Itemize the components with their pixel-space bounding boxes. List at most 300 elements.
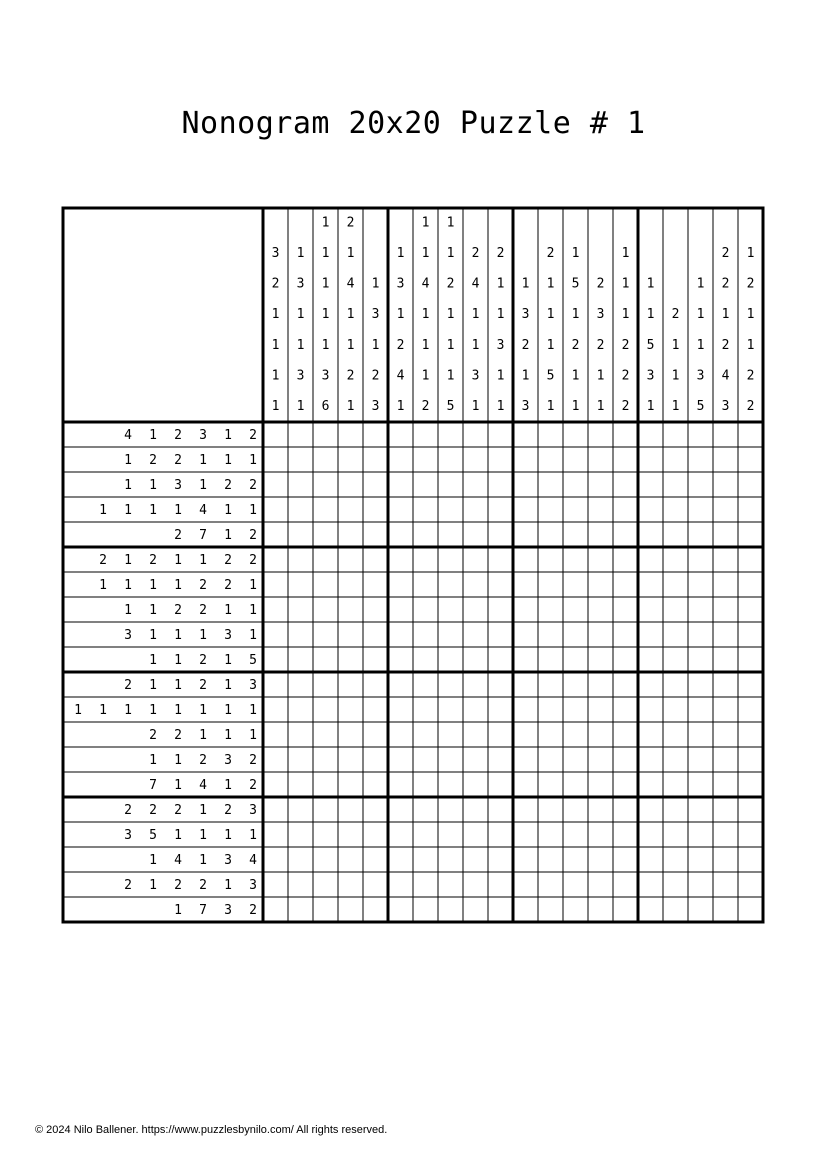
grid-cell[interactable]	[313, 472, 338, 497]
grid-cell[interactable]	[263, 822, 288, 847]
grid-cell[interactable]	[288, 897, 313, 922]
grid-cell[interactable]	[613, 797, 638, 822]
grid-cell[interactable]	[588, 472, 613, 497]
grid-cell[interactable]	[663, 897, 688, 922]
grid-cell[interactable]	[738, 847, 763, 872]
grid-cell[interactable]	[638, 472, 663, 497]
grid-cell[interactable]	[513, 697, 538, 722]
grid-cell[interactable]	[488, 847, 513, 872]
grid-cell[interactable]	[563, 672, 588, 697]
grid-cell[interactable]	[438, 872, 463, 897]
grid-cell[interactable]	[388, 747, 413, 772]
grid-cell[interactable]	[438, 747, 463, 772]
grid-cell[interactable]	[463, 647, 488, 672]
grid-cell[interactable]	[638, 647, 663, 672]
grid-cell[interactable]	[313, 697, 338, 722]
grid-cell[interactable]	[638, 722, 663, 747]
grid-cell[interactable]	[313, 547, 338, 572]
grid-cell[interactable]	[463, 872, 488, 897]
grid-cell[interactable]	[413, 847, 438, 872]
grid-cell[interactable]	[663, 872, 688, 897]
grid-cell[interactable]	[588, 697, 613, 722]
grid-cell[interactable]	[413, 622, 438, 647]
grid-cell[interactable]	[588, 422, 613, 447]
grid-cell[interactable]	[738, 472, 763, 497]
grid-cell[interactable]	[588, 522, 613, 547]
grid-cell[interactable]	[713, 847, 738, 872]
grid-cell[interactable]	[413, 647, 438, 672]
grid-cell[interactable]	[563, 797, 588, 822]
grid-cell[interactable]	[488, 672, 513, 697]
grid-cell[interactable]	[363, 697, 388, 722]
grid-cell[interactable]	[438, 897, 463, 922]
grid-cell[interactable]	[588, 672, 613, 697]
grid-cell[interactable]	[738, 447, 763, 472]
grid-cell[interactable]	[438, 847, 463, 872]
grid-cell[interactable]	[463, 847, 488, 872]
grid-cell[interactable]	[588, 847, 613, 872]
grid-cell[interactable]	[488, 472, 513, 497]
grid-cell[interactable]	[613, 622, 638, 647]
grid-cell[interactable]	[663, 747, 688, 772]
grid-cell[interactable]	[338, 472, 363, 497]
grid-cell[interactable]	[713, 447, 738, 472]
grid-cell[interactable]	[563, 722, 588, 747]
grid-cell[interactable]	[313, 522, 338, 547]
grid-cell[interactable]	[538, 572, 563, 597]
grid-cell[interactable]	[338, 847, 363, 872]
grid-cell[interactable]	[588, 622, 613, 647]
grid-cell[interactable]	[513, 472, 538, 497]
grid-cell[interactable]	[313, 722, 338, 747]
grid-cell[interactable]	[513, 547, 538, 572]
grid-cell[interactable]	[288, 422, 313, 447]
grid-cell[interactable]	[713, 522, 738, 547]
grid-cell[interactable]	[513, 747, 538, 772]
grid-cell[interactable]	[438, 547, 463, 572]
grid-cell[interactable]	[313, 747, 338, 772]
grid-cell[interactable]	[338, 447, 363, 472]
grid-cell[interactable]	[563, 497, 588, 522]
grid-cell[interactable]	[338, 797, 363, 822]
grid-cell[interactable]	[588, 747, 613, 772]
grid-cell[interactable]	[663, 622, 688, 647]
grid-cell[interactable]	[538, 797, 563, 822]
grid-cell[interactable]	[713, 897, 738, 922]
grid-cell[interactable]	[663, 647, 688, 672]
grid-cell[interactable]	[563, 747, 588, 772]
grid-cell[interactable]	[463, 547, 488, 572]
grid-cell[interactable]	[488, 697, 513, 722]
grid-cell[interactable]	[438, 772, 463, 797]
grid-cell[interactable]	[713, 547, 738, 572]
grid-cell[interactable]	[488, 447, 513, 472]
grid-cell[interactable]	[288, 597, 313, 622]
grid-cell[interactable]	[538, 872, 563, 897]
grid-cell[interactable]	[563, 597, 588, 622]
grid-cell[interactable]	[538, 597, 563, 622]
grid-cell[interactable]	[688, 422, 713, 447]
grid-cell[interactable]	[363, 472, 388, 497]
grid-cell[interactable]	[613, 747, 638, 772]
grid-cell[interactable]	[463, 472, 488, 497]
grid-cell[interactable]	[363, 422, 388, 447]
grid-cell[interactable]	[413, 722, 438, 747]
grid-cell[interactable]	[263, 672, 288, 697]
grid-cell[interactable]	[613, 447, 638, 472]
grid-cell[interactable]	[738, 622, 763, 647]
grid-cell[interactable]	[538, 447, 563, 472]
grid-cell[interactable]	[463, 522, 488, 547]
grid-cell[interactable]	[638, 597, 663, 622]
grid-cell[interactable]	[663, 497, 688, 522]
grid-cell[interactable]	[713, 872, 738, 897]
grid-cell[interactable]	[538, 647, 563, 672]
grid-cell[interactable]	[738, 772, 763, 797]
grid-cell[interactable]	[313, 597, 338, 622]
grid-cell[interactable]	[288, 847, 313, 872]
grid-cell[interactable]	[413, 472, 438, 497]
grid-cell[interactable]	[613, 697, 638, 722]
grid-cell[interactable]	[413, 897, 438, 922]
grid-cell[interactable]	[688, 447, 713, 472]
grid-cell[interactable]	[363, 822, 388, 847]
grid-cell[interactable]	[288, 572, 313, 597]
grid-cell[interactable]	[538, 672, 563, 697]
grid-cell[interactable]	[738, 547, 763, 572]
grid-cell[interactable]	[338, 722, 363, 747]
grid-cell[interactable]	[538, 497, 563, 522]
grid-cell[interactable]	[663, 572, 688, 597]
grid-cell[interactable]	[488, 822, 513, 847]
grid-cell[interactable]	[713, 747, 738, 772]
grid-cell[interactable]	[288, 497, 313, 522]
grid-cell[interactable]	[388, 547, 413, 572]
grid-cell[interactable]	[738, 822, 763, 847]
grid-cell[interactable]	[263, 572, 288, 597]
grid-cell[interactable]	[363, 447, 388, 472]
grid-cell[interactable]	[563, 647, 588, 672]
grid-cell[interactable]	[363, 672, 388, 697]
grid-cell[interactable]	[638, 822, 663, 847]
grid-cell[interactable]	[688, 722, 713, 747]
grid-cell[interactable]	[463, 672, 488, 697]
grid-cell[interactable]	[313, 672, 338, 697]
grid-cell[interactable]	[663, 797, 688, 822]
grid-cell[interactable]	[738, 522, 763, 547]
grid-cell[interactable]	[413, 522, 438, 547]
grid-cell[interactable]	[413, 697, 438, 722]
grid-cell[interactable]	[338, 597, 363, 622]
grid-cell[interactable]	[488, 547, 513, 572]
grid-cell[interactable]	[713, 822, 738, 847]
grid-cell[interactable]	[538, 697, 563, 722]
grid-cell[interactable]	[263, 722, 288, 747]
grid-cell[interactable]	[663, 672, 688, 697]
grid-cell[interactable]	[638, 747, 663, 772]
grid-cell[interactable]	[513, 822, 538, 847]
grid-cell[interactable]	[313, 822, 338, 847]
grid-cell[interactable]	[313, 422, 338, 447]
grid-cell[interactable]	[538, 422, 563, 447]
grid-cell[interactable]	[313, 497, 338, 522]
grid-cell[interactable]	[388, 472, 413, 497]
grid-cell[interactable]	[438, 497, 463, 522]
grid-cell[interactable]	[313, 872, 338, 897]
grid-cell[interactable]	[263, 847, 288, 872]
grid-cell[interactable]	[663, 522, 688, 547]
grid-cell[interactable]	[438, 697, 463, 722]
grid-cell[interactable]	[388, 697, 413, 722]
grid-cell[interactable]	[663, 847, 688, 872]
grid-cell[interactable]	[713, 772, 738, 797]
grid-cell[interactable]	[613, 422, 638, 447]
grid-cell[interactable]	[688, 547, 713, 572]
grid-cell[interactable]	[488, 522, 513, 547]
grid-cell[interactable]	[413, 872, 438, 897]
grid-cell[interactable]	[713, 497, 738, 522]
grid-cell[interactable]	[588, 647, 613, 672]
grid-cell[interactable]	[363, 722, 388, 747]
grid-cell[interactable]	[738, 597, 763, 622]
grid-cell[interactable]	[688, 647, 713, 672]
grid-cell[interactable]	[663, 472, 688, 497]
grid-cell[interactable]	[738, 572, 763, 597]
grid-cell[interactable]	[638, 797, 663, 822]
grid-cell[interactable]	[463, 897, 488, 922]
grid-cell[interactable]	[563, 847, 588, 872]
grid-cell[interactable]	[688, 847, 713, 872]
grid-cell[interactable]	[288, 622, 313, 647]
grid-cell[interactable]	[713, 422, 738, 447]
grid-cell[interactable]	[388, 672, 413, 697]
grid-cell[interactable]	[513, 847, 538, 872]
grid-cell[interactable]	[288, 647, 313, 672]
grid-cell[interactable]	[588, 572, 613, 597]
grid-cell[interactable]	[613, 872, 638, 897]
grid-cell[interactable]	[513, 622, 538, 647]
grid-cell[interactable]	[288, 522, 313, 547]
grid-cell[interactable]	[613, 772, 638, 797]
grid-cell[interactable]	[563, 572, 588, 597]
grid-cell[interactable]	[538, 747, 563, 772]
grid-cell[interactable]	[513, 797, 538, 822]
grid-cell[interactable]	[338, 697, 363, 722]
grid-cell[interactable]	[588, 722, 613, 747]
grid-cell[interactable]	[563, 897, 588, 922]
grid-cell[interactable]	[363, 872, 388, 897]
grid-cell[interactable]	[738, 422, 763, 447]
grid-cell[interactable]	[638, 572, 663, 597]
grid-cell[interactable]	[363, 497, 388, 522]
grid-cell[interactable]	[488, 647, 513, 672]
grid-cell[interactable]	[288, 747, 313, 772]
grid-cell[interactable]	[688, 597, 713, 622]
grid-cell[interactable]	[363, 622, 388, 647]
grid-cell[interactable]	[338, 647, 363, 672]
grid-cell[interactable]	[513, 647, 538, 672]
grid-cell[interactable]	[688, 822, 713, 847]
grid-cell[interactable]	[713, 672, 738, 697]
grid-cell[interactable]	[688, 622, 713, 647]
grid-cell[interactable]	[313, 572, 338, 597]
grid-cell[interactable]	[638, 497, 663, 522]
grid-cell[interactable]	[363, 897, 388, 922]
grid-cell[interactable]	[663, 697, 688, 722]
grid-cell[interactable]	[688, 872, 713, 897]
grid-cell[interactable]	[513, 722, 538, 747]
grid-cell[interactable]	[588, 872, 613, 897]
grid-cell[interactable]	[738, 497, 763, 522]
grid-cell[interactable]	[263, 622, 288, 647]
grid-cell[interactable]	[288, 447, 313, 472]
grid-cell[interactable]	[588, 497, 613, 522]
grid-cell[interactable]	[363, 572, 388, 597]
grid-cell[interactable]	[613, 472, 638, 497]
grid-cell[interactable]	[438, 647, 463, 672]
grid-cell[interactable]	[413, 572, 438, 597]
grid-cell[interactable]	[613, 822, 638, 847]
grid-cell[interactable]	[313, 772, 338, 797]
grid-cell[interactable]	[338, 522, 363, 547]
grid-cell[interactable]	[288, 822, 313, 847]
grid-cell[interactable]	[613, 497, 638, 522]
grid-cell[interactable]	[338, 672, 363, 697]
grid-cell[interactable]	[413, 747, 438, 772]
grid-cell[interactable]	[563, 697, 588, 722]
grid-cell[interactable]	[638, 772, 663, 797]
grid-cell[interactable]	[663, 722, 688, 747]
grid-cell[interactable]	[313, 797, 338, 822]
grid-cell[interactable]	[338, 747, 363, 772]
grid-cell[interactable]	[688, 497, 713, 522]
grid-cell[interactable]	[538, 522, 563, 547]
grid-cell[interactable]	[338, 772, 363, 797]
grid-cell[interactable]	[563, 522, 588, 547]
grid-cell[interactable]	[488, 747, 513, 772]
grid-cell[interactable]	[488, 622, 513, 647]
grid-cell[interactable]	[738, 722, 763, 747]
grid-cell[interactable]	[338, 547, 363, 572]
grid-cell[interactable]	[263, 647, 288, 672]
grid-cell[interactable]	[263, 597, 288, 622]
grid-cell[interactable]	[313, 847, 338, 872]
grid-cell[interactable]	[588, 597, 613, 622]
grid-cell[interactable]	[688, 772, 713, 797]
grid-cell[interactable]	[713, 472, 738, 497]
grid-cell[interactable]	[288, 672, 313, 697]
grid-cell[interactable]	[288, 472, 313, 497]
grid-cell[interactable]	[488, 722, 513, 747]
grid-cell[interactable]	[313, 622, 338, 647]
grid-cell[interactable]	[538, 847, 563, 872]
grid-cell[interactable]	[438, 572, 463, 597]
grid-cell[interactable]	[263, 772, 288, 797]
grid-cell[interactable]	[638, 622, 663, 647]
grid-cell[interactable]	[513, 522, 538, 547]
grid-cell[interactable]	[588, 547, 613, 572]
grid-cell[interactable]	[713, 647, 738, 672]
grid-cell[interactable]	[513, 572, 538, 597]
grid-cell[interactable]	[613, 722, 638, 747]
grid-cell[interactable]	[388, 597, 413, 622]
grid-cell[interactable]	[338, 897, 363, 922]
grid-cell[interactable]	[313, 897, 338, 922]
grid-cell[interactable]	[588, 772, 613, 797]
grid-cell[interactable]	[488, 597, 513, 622]
grid-cell[interactable]	[538, 772, 563, 797]
grid-cell[interactable]	[663, 772, 688, 797]
grid-cell[interactable]	[388, 647, 413, 672]
grid-cell[interactable]	[413, 672, 438, 697]
grid-cell[interactable]	[388, 522, 413, 547]
grid-cell[interactable]	[638, 447, 663, 472]
grid-cell[interactable]	[713, 572, 738, 597]
grid-cell[interactable]	[738, 872, 763, 897]
grid-cell[interactable]	[613, 847, 638, 872]
grid-cell[interactable]	[663, 447, 688, 472]
grid-cell[interactable]	[438, 597, 463, 622]
grid-cell[interactable]	[738, 647, 763, 672]
grid-cell[interactable]	[263, 472, 288, 497]
grid-cell[interactable]	[488, 897, 513, 922]
grid-cell[interactable]	[313, 647, 338, 672]
grid-cell[interactable]	[563, 472, 588, 497]
grid-cell[interactable]	[563, 547, 588, 572]
grid-cell[interactable]	[638, 672, 663, 697]
grid-cell[interactable]	[463, 797, 488, 822]
grid-cell[interactable]	[338, 822, 363, 847]
grid-cell[interactable]	[588, 447, 613, 472]
grid-cell[interactable]	[288, 872, 313, 897]
grid-cell[interactable]	[538, 722, 563, 747]
grid-cell[interactable]	[513, 447, 538, 472]
grid-cell[interactable]	[388, 797, 413, 822]
grid-cell[interactable]	[463, 597, 488, 622]
grid-cell[interactable]	[738, 697, 763, 722]
grid-cell[interactable]	[438, 522, 463, 547]
grid-cell[interactable]	[513, 422, 538, 447]
grid-cell[interactable]	[638, 522, 663, 547]
grid-cell[interactable]	[438, 672, 463, 697]
grid-cell[interactable]	[388, 822, 413, 847]
grid-cell[interactable]	[363, 747, 388, 772]
grid-cell[interactable]	[463, 447, 488, 472]
grid-cell[interactable]	[663, 547, 688, 572]
grid-cell[interactable]	[438, 722, 463, 747]
grid-cell[interactable]	[363, 847, 388, 872]
grid-cell[interactable]	[513, 897, 538, 922]
grid-cell[interactable]	[613, 547, 638, 572]
grid-cell[interactable]	[438, 822, 463, 847]
grid-cell[interactable]	[388, 847, 413, 872]
grid-cell[interactable]	[638, 847, 663, 872]
grid-cell[interactable]	[513, 772, 538, 797]
grid-cell[interactable]	[463, 422, 488, 447]
grid-cell[interactable]	[263, 747, 288, 772]
grid-cell[interactable]	[363, 797, 388, 822]
grid-cell[interactable]	[688, 897, 713, 922]
grid-cell[interactable]	[513, 497, 538, 522]
grid-cell[interactable]	[638, 422, 663, 447]
grid-cell[interactable]	[713, 697, 738, 722]
grid-cell[interactable]	[463, 572, 488, 597]
grid-cell[interactable]	[638, 547, 663, 572]
grid-cell[interactable]	[438, 472, 463, 497]
grid-cell[interactable]	[588, 897, 613, 922]
grid-cell[interactable]	[438, 797, 463, 822]
grid-cell[interactable]	[363, 647, 388, 672]
